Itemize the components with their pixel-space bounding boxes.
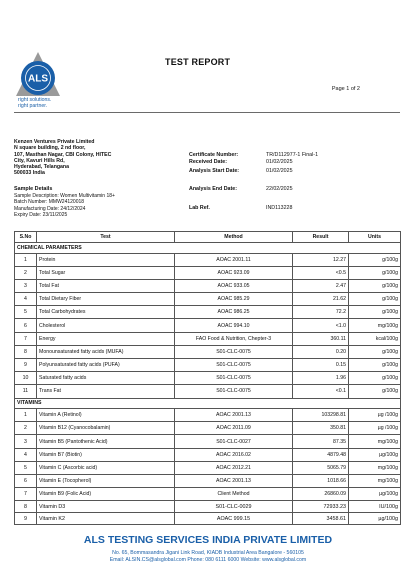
- client-address-block: [14, 139, 184, 177]
- cell-method: S01-CLC-0075: [175, 359, 293, 372]
- cell-units: IU/100g: [349, 501, 401, 513]
- cell-result: 2.47: [293, 279, 349, 292]
- cell-sno: 7: [15, 488, 37, 501]
- cell-test: Vitamin B5 (Pantothenic Acid): [37, 435, 175, 448]
- lab-ref-value: IND113228: [266, 205, 293, 211]
- cell-method: AOAC 985.29: [175, 293, 293, 306]
- cell-sno: 6: [15, 475, 37, 488]
- cell-test: Trans Fat: [37, 385, 175, 398]
- results-body: [15, 243, 401, 525]
- cell-method: FAO Food & Nutrition, Chepter-3: [175, 332, 293, 345]
- table-row: [15, 435, 401, 448]
- cell-result: 0.20: [293, 345, 349, 358]
- analysis-end-value: 22/02/2025: [266, 186, 293, 192]
- cell-result: 360.11: [293, 332, 349, 345]
- cell-sno: 5: [15, 306, 37, 319]
- cell-units: g/100g: [349, 266, 401, 279]
- cell-test: Vitamin B7 (Biotin): [37, 448, 175, 461]
- cell-test: Vitamin D3: [37, 501, 175, 513]
- certificate-number-label: Certificate Number:: [189, 152, 239, 158]
- tagline-line-2: right partner.: [18, 103, 48, 109]
- als-logo: [12, 50, 64, 100]
- cell-method: AOAC 994.10: [175, 319, 293, 332]
- cell-result: 4879.48: [293, 448, 349, 461]
- client-address-line: Hyderabad, Telangana: [14, 164, 69, 171]
- cell-units: g/100g: [349, 279, 401, 292]
- cell-method: AOAC 923.09: [175, 266, 293, 279]
- cell-test: Polyunsaturated fatty acids (PUFA): [37, 359, 175, 372]
- cell-test: Vitamin K2: [37, 513, 175, 525]
- table-row: [15, 475, 401, 488]
- cell-method: AOAC 2012.21: [175, 461, 293, 474]
- certificate-number-value: TR/D112977-1 Final-1: [266, 152, 319, 158]
- results-table: [14, 231, 401, 525]
- cell-sno: 8: [15, 345, 37, 358]
- table-row: [15, 461, 401, 474]
- sample-details: [14, 193, 184, 218]
- client-address-line: 500033 India: [14, 170, 45, 177]
- cell-sno: 10: [15, 372, 37, 385]
- cell-sno: 9: [15, 359, 37, 372]
- cell-test: Total Dietary Fiber: [37, 293, 175, 306]
- cell-units: µg/100g: [349, 488, 401, 501]
- header-sno: S.No: [15, 232, 37, 243]
- cell-test: Energy: [37, 332, 175, 345]
- cell-sno: 3: [15, 279, 37, 292]
- cell-method: AOAC 2001.13: [175, 409, 293, 422]
- tagline-line-1: right solutions.: [18, 97, 52, 103]
- cell-sno: 4: [15, 293, 37, 306]
- cell-units: g/100g: [349, 253, 401, 266]
- received-date-label: Received Date:: [189, 159, 227, 165]
- client-address-line: City, Kavuri Hills Rd,: [14, 157, 65, 164]
- cell-test: Saturated fatty acids: [37, 372, 175, 385]
- cell-test: Vitamin E (Tocopherol): [37, 475, 175, 488]
- cell-result: 12.27: [293, 253, 349, 266]
- received-date-value: 01/02/2025: [266, 159, 293, 165]
- table-row: [15, 448, 401, 461]
- table-row: [15, 293, 401, 306]
- cell-result: 1.96: [293, 372, 349, 385]
- analysis-end-label: Analysis End Date:: [189, 186, 237, 192]
- table-row: [15, 266, 401, 279]
- cell-method: AOAC 2011.09: [175, 422, 293, 435]
- cell-sno: 11: [15, 385, 37, 398]
- cell-result: 350.81: [293, 422, 349, 435]
- table-row: [15, 409, 401, 422]
- cell-result: 0.15: [293, 359, 349, 372]
- table-row: [15, 359, 401, 372]
- section-heading: VITAMINS: [15, 398, 401, 409]
- header-units: Units: [349, 232, 401, 243]
- cell-units: g/100g: [349, 385, 401, 398]
- cell-sno: 1: [15, 409, 37, 422]
- sample-details-heading: Sample Details: [14, 186, 53, 192]
- cell-sno: 5: [15, 461, 37, 474]
- cell-result: 72933.23: [293, 501, 349, 513]
- page-number: Page 1 of 2: [331, 86, 360, 92]
- cell-units: g/100g: [349, 306, 401, 319]
- section-heading: CHEMICAL PARAMETERS: [15, 243, 401, 254]
- cell-result: 21.62: [293, 293, 349, 306]
- cell-sno: 7: [15, 332, 37, 345]
- cell-method: S01-CLC-0027: [175, 435, 293, 448]
- cell-sno: 3: [15, 435, 37, 448]
- cell-units: g/100g: [349, 372, 401, 385]
- cell-units: µg /100g: [349, 409, 401, 422]
- client-address-line: 107, Masthan Nagar, CBI Colony, HITEC: [14, 151, 112, 158]
- cell-method: S01-CLC-0075: [175, 385, 293, 398]
- cell-method: AOAC 986.25: [175, 306, 293, 319]
- cell-test: Vitamin B12 (Cyanocobalamin): [37, 422, 175, 435]
- table-row: [15, 253, 401, 266]
- cell-result: 103298.81: [293, 409, 349, 422]
- cell-result: <0.5: [293, 266, 349, 279]
- table-row: [15, 345, 401, 358]
- cell-sno: 1: [15, 253, 37, 266]
- cell-test: Vitamin C (Ascorbic acid): [37, 461, 175, 474]
- cell-units: g/100g: [349, 345, 401, 358]
- cell-method: AOAC 933.05: [175, 279, 293, 292]
- table-row: [15, 513, 401, 525]
- cell-method: AOAC 999.15: [175, 513, 293, 525]
- cell-method: AOAC 2016.02: [175, 448, 293, 461]
- cell-method: S01-CLC-0029: [175, 501, 293, 513]
- cell-method: Client Method: [175, 488, 293, 501]
- cell-result: 1018.66: [293, 475, 349, 488]
- cell-result: 87.35: [293, 435, 349, 448]
- header-method: Method: [175, 232, 293, 243]
- cell-units: mg/100g: [349, 475, 401, 488]
- expiry-date: Expiry Date: 23/11/2025: [14, 211, 68, 218]
- table-row: [15, 422, 401, 435]
- cell-sno: 4: [15, 448, 37, 461]
- manufacturing-date: Manufacturing Date: 24/12/2024: [14, 205, 86, 212]
- logo-text: ALS: [28, 73, 48, 85]
- table-header-row: [15, 232, 401, 243]
- cell-test: Total Carbohydrates: [37, 306, 175, 319]
- footer-contact: Email: ALSIN.CS@alsglobal.com Phone: 080 6111 6000 Website: www.alsglobal.com: [109, 557, 307, 563]
- cell-sno: 2: [15, 422, 37, 435]
- cell-units: mg/100g: [349, 319, 401, 332]
- sample-description: Sample Description: Women Multivitamin 18+: [14, 193, 115, 199]
- cell-units: µg/100g: [349, 513, 401, 525]
- cell-sno: 2: [15, 266, 37, 279]
- cell-result: 5065.79: [293, 461, 349, 474]
- table-row: [15, 332, 401, 345]
- cell-units: kcal/100g: [349, 332, 401, 345]
- footer-address: No. 65, Bommasandra Jigani Link Road, KIADB Industrial Area Bangalore - 560105: [112, 550, 304, 556]
- table-row: [15, 385, 401, 398]
- table-row: [15, 501, 401, 513]
- header-result: Result: [293, 232, 349, 243]
- cell-units: µg/100g: [349, 448, 401, 461]
- cell-method: AOAC 2001.13: [175, 475, 293, 488]
- table-section-row: [15, 243, 401, 254]
- lab-ref-label: Lab Ref.: [189, 205, 210, 211]
- table-row: [15, 319, 401, 332]
- cell-method: AOAC 2001.11: [175, 253, 293, 266]
- cell-units: g/100g: [349, 359, 401, 372]
- cell-test: Total Sugar: [37, 266, 175, 279]
- cell-result: 26860.09: [293, 488, 349, 501]
- cell-sno: 6: [15, 319, 37, 332]
- cell-test: Vitamin B9 (Folic Acid): [37, 488, 175, 501]
- table-row: [15, 488, 401, 501]
- client-address-line: N square building, 2 nd floor,: [14, 145, 86, 152]
- cell-units: mg/100g: [349, 461, 401, 474]
- cell-sno: 8: [15, 501, 37, 513]
- table-row: [15, 306, 401, 319]
- cell-test: Protein: [37, 253, 175, 266]
- als-logo-mark: [12, 50, 64, 100]
- cell-test: Total Fat: [37, 279, 175, 292]
- cell-test: Vitamin A (Retinol): [37, 409, 175, 422]
- cell-result: <1.0: [293, 319, 349, 332]
- client-name: Kenzen Ventures Private Limited: [14, 139, 95, 145]
- cell-units: g/100g: [349, 293, 401, 306]
- analysis-start-value: 01/02/2025: [266, 168, 293, 174]
- table-row: [15, 372, 401, 385]
- cell-method: S01-CLC-0075: [175, 372, 293, 385]
- cell-test: Cholesterol: [37, 319, 175, 332]
- tagline: [18, 97, 51, 109]
- cell-sno: 9: [15, 513, 37, 525]
- cell-units: mg/100g: [349, 435, 401, 448]
- table-row: [15, 279, 401, 292]
- analysis-start-label: Analysis Start Date:: [189, 168, 240, 174]
- table-section-row: [15, 398, 401, 409]
- report-title: TEST REPORT: [165, 57, 231, 67]
- cell-test: Monounsaturated fatty acids (MUFA): [37, 345, 175, 358]
- cell-units: µg /100g: [349, 422, 401, 435]
- header-test: Test: [37, 232, 175, 243]
- footer-company-name: ALS TESTING SERVICES INDIA PRIVATE LIMITED: [83, 534, 333, 546]
- cell-result: <0.1: [293, 385, 349, 398]
- cell-result: 72.2: [293, 306, 349, 319]
- batch-number: Batch Number: MMW24120018: [14, 199, 85, 206]
- cell-result: 3458.61: [293, 513, 349, 525]
- cell-method: S01-CLC-0075: [175, 345, 293, 358]
- header-divider: [14, 112, 400, 113]
